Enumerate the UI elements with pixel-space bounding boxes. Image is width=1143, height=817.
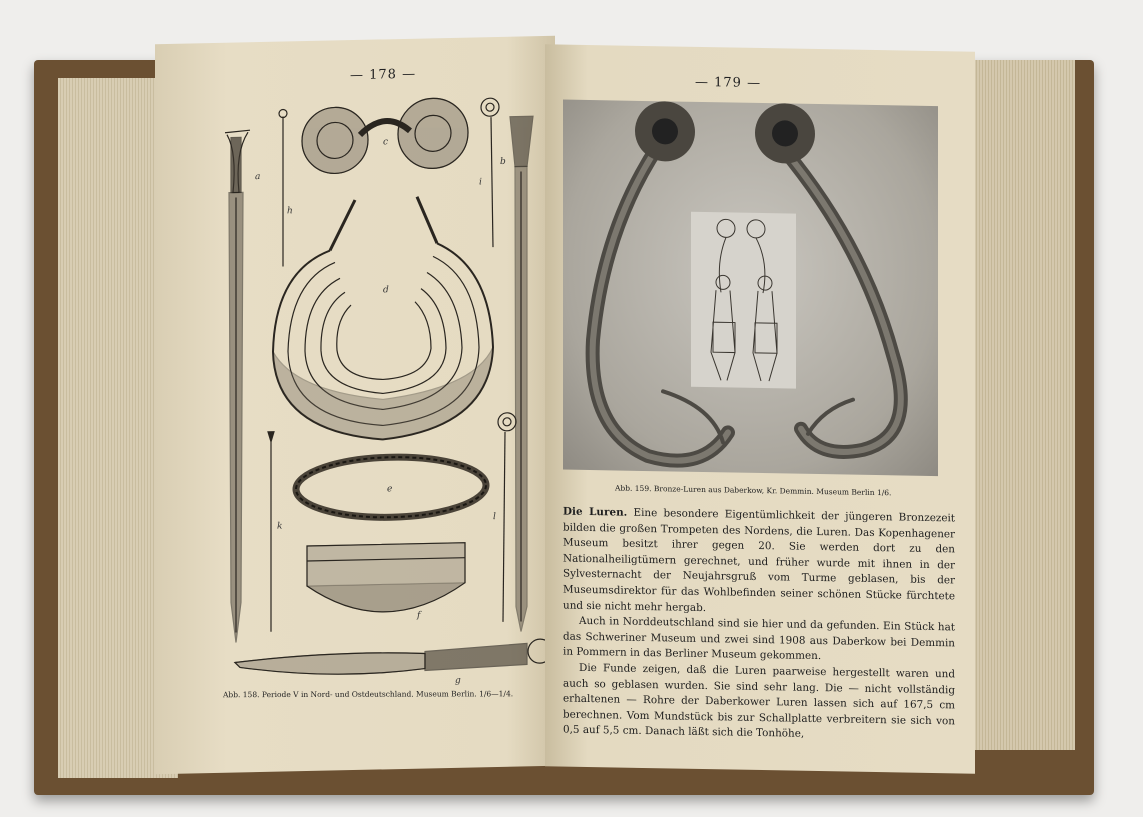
sword-b-illustration xyxy=(510,116,533,631)
figure-letter-h: h xyxy=(287,206,293,217)
lur-players-figures xyxy=(691,212,796,389)
pin-h-illustration xyxy=(279,109,287,266)
page-number-179: — 179 — xyxy=(695,74,762,92)
figure-letter-i: i xyxy=(479,177,482,188)
pin-k-illustration xyxy=(268,432,274,632)
neck-ring-d-illustration xyxy=(273,195,493,442)
paragraph-1 xyxy=(563,505,955,621)
bowl-f-illustration xyxy=(307,543,465,614)
figure-letter-c: c xyxy=(383,137,389,148)
figure-159-caption: Abb. 159. Bronze-Luren aus Daberkow, Kr. Demmin. Museum Berlin 1/6. xyxy=(615,483,892,498)
fibula-c-illustration xyxy=(302,98,468,174)
luren-photograph xyxy=(563,100,938,477)
sword-a-illustration xyxy=(225,130,250,643)
bronze-artifacts-engraving xyxy=(155,36,555,694)
pin-l-illustration xyxy=(498,413,516,622)
lur-players-inset-drawing xyxy=(691,212,796,389)
figure-letter-e: e xyxy=(387,484,393,495)
figure-letter-k: k xyxy=(277,521,283,532)
paragraph-2: Auch in Norddeutschland sind sie hier und da gefunden. Ein Stück hat das Schweriner Museum und zwei sind 1908 aus Daberkow bei Demmin in Pommern in das Berliner Museum gekommen. xyxy=(563,614,955,663)
pin-i-illustration xyxy=(481,98,499,247)
figure-letter-d: d xyxy=(383,285,389,296)
figure-letter-g: g xyxy=(455,675,461,686)
figure-letter-l: l xyxy=(493,512,496,523)
figure-letter-b: b xyxy=(500,156,506,167)
figure-158-caption: Abb. 158. Periode V in Nord- und Ostdeutschland. Museum Berlin. 1/6—1/4. xyxy=(223,689,514,700)
page-number-178: — 178 — xyxy=(350,66,417,84)
left-page xyxy=(155,36,555,774)
figure-letter-a: a xyxy=(255,171,261,183)
paragraph-3: Die Funde zeigen, daß die Luren paarweise hergestellt waren und auch so geblasen wurden. Sie sind sehr lang. Die — nicht vollständig erhaltenen — Rohre der Daberkower Luren lassen sich auf 167,5 cm berechnen. Vom Mundstück bis zur Schallplatte verbreitern sie sich von 0,5 auf 5,5 cm. Danach läßt sich die Tonhöhe, xyxy=(563,661,955,741)
figure-letter-f: f xyxy=(417,610,421,621)
right-page xyxy=(545,44,975,774)
right-page-edges xyxy=(965,60,1075,750)
knife-g-illustration xyxy=(235,639,552,677)
section-heading-luren: Die Luren. xyxy=(563,505,628,519)
paragraph-1-text: Eine besondere Eigentümlichkeit der jüngeren Bronzezeit bilden die großen Trompeten des Nordens, die Luren. Das Kopenhagener Museum besitzt ihrer gegen 20. Sie werden dort zu den Nationalheiligtümern gerechnet, und früher wurde mit ihnen in der Sylvesternacht der Neujahrsgruß vom Turme geblasen, bis der Museumsdirektor für das Wohlbefinden seiner schönen Stücke fürchtete und sie nicht mehr hergab. xyxy=(563,506,955,614)
luren-article-text xyxy=(563,505,955,746)
